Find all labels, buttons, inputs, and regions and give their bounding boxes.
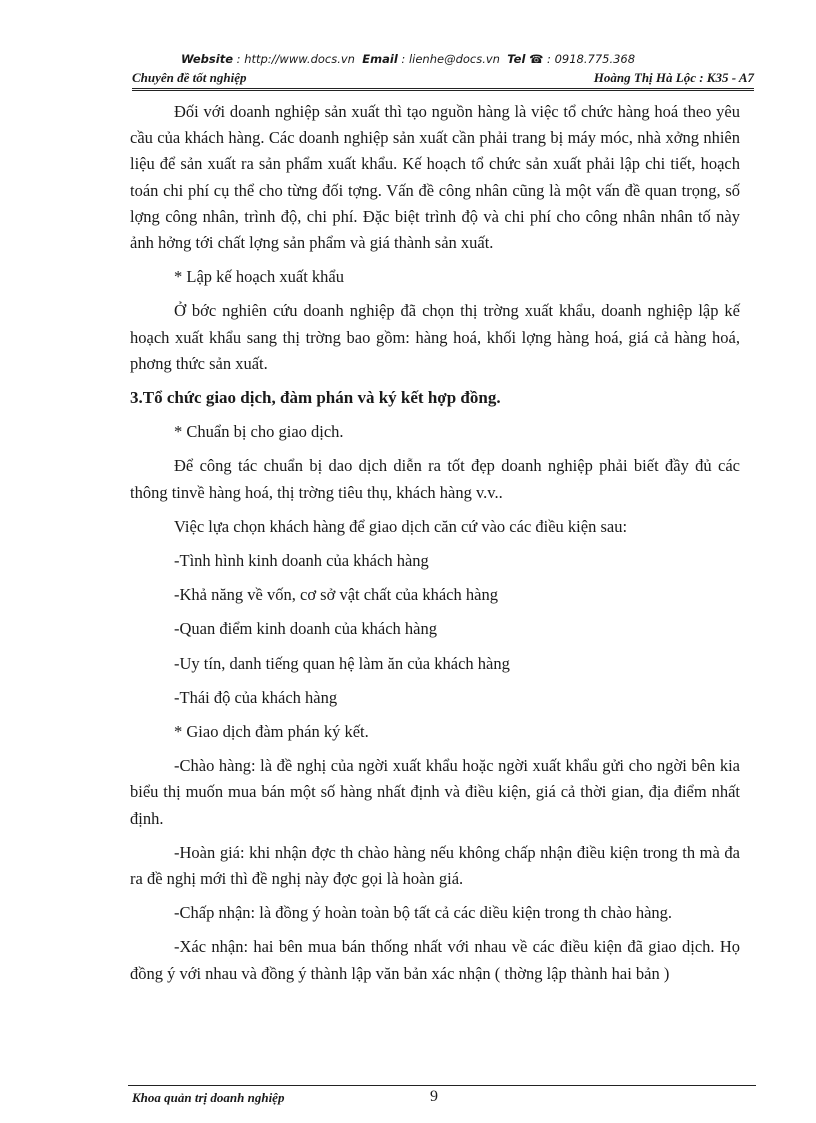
- paragraph: * Lập kế hoạch xuất khẩu: [174, 267, 344, 287]
- phone-icon: ☎: [529, 52, 544, 66]
- paragraph: * Giao dịch đàm phán ký kết.: [174, 722, 369, 742]
- paragraph: Ở bớc nghiên cứu doanh nghiệp đã chọn thị trờng xuất khẩu, doanh nghiệp lập kế hoạch xuất khẩu sang thị trờng bao gồm: hàng hoá, khối lợng hàng hoá, giá cả hàng hoá, phơng thức sản xuất.: [130, 301, 740, 373]
- tel-label: Tel: [507, 52, 526, 66]
- paragraph: Để công tác chuẩn bị dao dịch diễn ra tốt đẹp doanh nghiệp phải biết đầy đủ các thông tinvề hàng hoá, thị trờng tiêu thụ, khách hàng v.v..: [130, 456, 740, 502]
- list-item: -Thái độ của khách hàng: [174, 687, 338, 707]
- list-item: -Quan điểm kinh doanh của khách hàng: [174, 619, 438, 639]
- page-number: 9: [430, 1088, 438, 1105]
- header-author: Hoàng Thị Hà Lộc : K35 - A7: [593, 70, 754, 85]
- email-value: : lienhe@docs.vn: [401, 52, 500, 66]
- tel-value: : 0918.775.368: [547, 52, 636, 66]
- list-item: -Tình hình kinh doanh của khách hàng: [174, 551, 429, 571]
- list-item: -Khả năng về vốn, cơ sở vật chất của khách hàng: [174, 585, 498, 605]
- paragraph: -Hoàn giá: khi nhận đợc th chào hàng nếu không chấp nhận điều kiện trong th mà đa ra đề nghị mới thì đề nghị này đợc gọi là hoàn giá.: [130, 842, 740, 889]
- page-header: [132, 68, 754, 89]
- paragraph: Việc lựa chọn khách hàng để giao dịch căn cứ vào các điều kiện sau:: [174, 516, 628, 536]
- website-label: Website: [180, 52, 234, 66]
- footer-department: Khoa quản trị doanh nghiệp: [132, 1090, 285, 1105]
- list-item: -Uy tín, danh tiếng quan hệ làm ăn của khách hàng: [174, 653, 510, 673]
- header-title: Chuyên đề tốt nghiệp: [132, 70, 247, 85]
- website-value: : http://www.docs.vn: [236, 52, 355, 66]
- section-heading: 3.Tổ chức giao dịch, đàm phán và ký kết hợp đồng.: [130, 388, 501, 408]
- paragraph: -Xác nhận: hai bên mua bán thống nhất với nhau về các điều kiện đã giao dịch. Họ đồng ý với nhau và đồng ý thành lập văn bản xác nhận ( thờng lập thành hai bản ): [130, 937, 740, 983]
- paragraph: Đối với doanh nghiệp sản xuất thì tạo nguồn hàng là việc tổ chức hàng hoá theo yêu cầu của khách hàng. Các doanh nghiệp sản xuất cần phải trang bị máy móc, nhà xởng nhiên liệu để sản xuất ra sản phẩm xuất khẩu. Kế hoạch tổ chức sản xuất phải lập chi tiết, hoạch toán chi phí cụ thể cho từng đối tợng. Vấn đề công nhân cũng là một vấn đề quan trọng, số lợng công nhân, trình độ, chi phí. Đặc biệt trình độ và chi phí cho công nhân nhân tố này ảnh hởng tới chất lợng sản phẩm và giá thành sản xuất.: [130, 102, 740, 253]
- document-body: [130, 99, 740, 987]
- page-footer: [128, 1085, 756, 1105]
- paragraph: * Chuẩn bị cho giao dịch.: [174, 422, 344, 442]
- paragraph: -Chào hàng: là đề nghị của ngời xuất khẩu hoặc ngời xuất khẩu gửi cho ngời bên kia biểu thị muốn mua bán một số hàng nhất định và điều kiện, giá cả thời gian, địa điểm nhất định.: [130, 756, 740, 828]
- paragraph: -Chấp nhận: là đồng ý hoàn toàn bộ tất cả các diều kiện trong th chào hàng.: [174, 903, 673, 923]
- website-banner: [0, 52, 816, 66]
- email-label: Email: [362, 52, 398, 66]
